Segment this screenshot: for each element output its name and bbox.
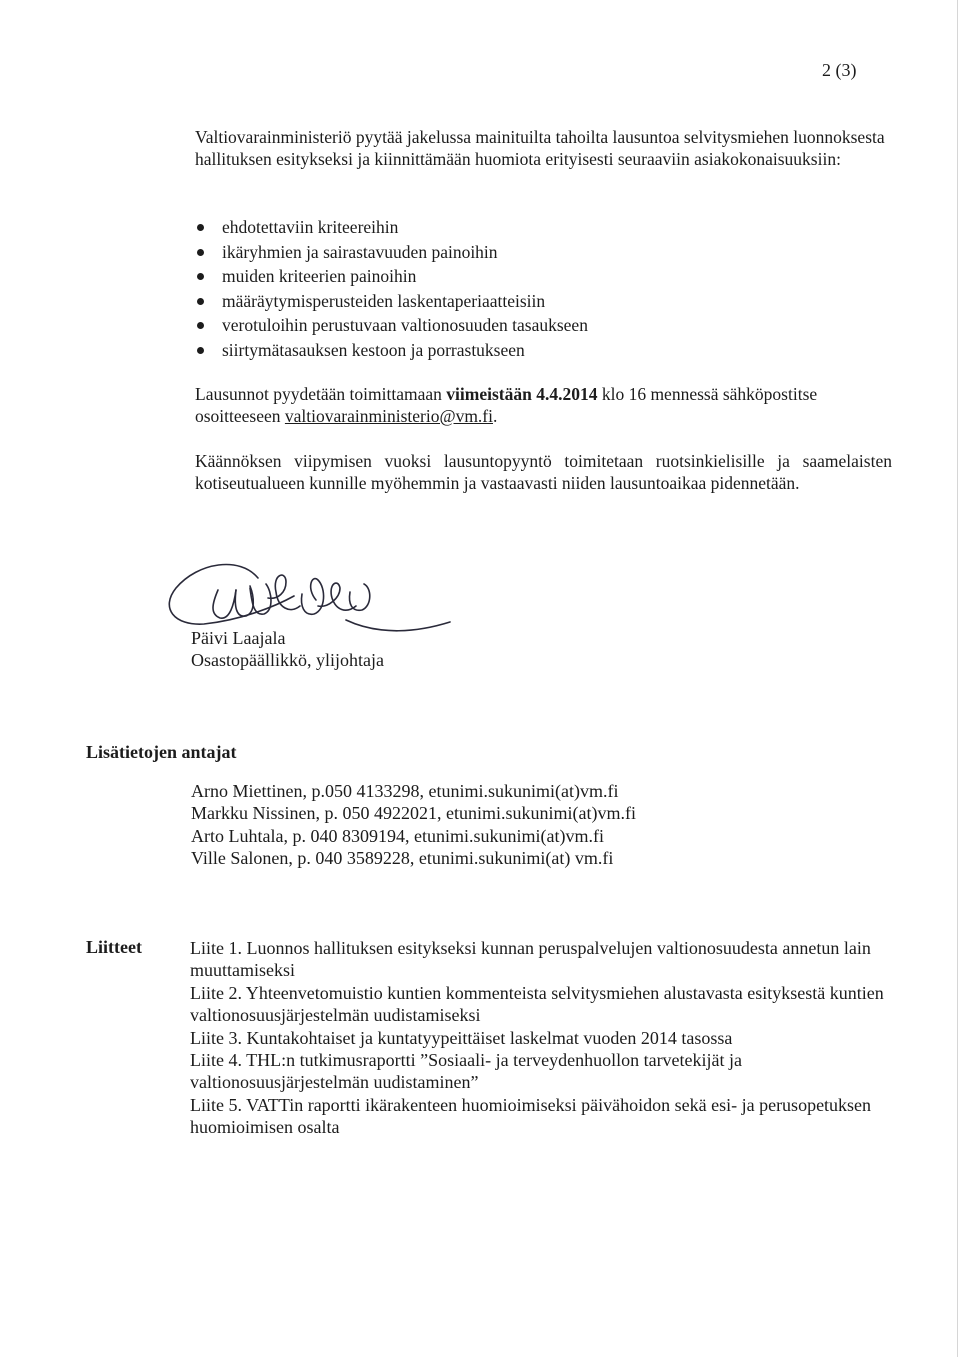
attachment-item: Liite 4. THL:n tutkimusraportti ”Sosiaali- ja terveydenhuollon tarvetekijät ja valtionosuusjärjestelmän uudistaminen”: [190, 1050, 743, 1093]
contact-item: Arno Miettinen, p.050 4133298, etunimi.sukunimi(at)vm.fi: [191, 781, 619, 801]
list-item: siirtymätasauksen kestoon ja porrastukseen: [195, 338, 588, 363]
deadline-paragraph: Lausunnot pyydetään toimittamaan viimeistään 4.4.2014 klo 16 mennessä sähköpostitse osoitteeseen valtiovarainministerio@vm.fi.: [195, 384, 818, 426]
attachment-item: Liite 1. Luonnos hallituksen esitykseksi kunnan peruspalvelujen valtionosuudesta annetun lain muuttamiseksi: [190, 938, 871, 981]
list-item: määräytymisperusteiden laskentaperiaatteisiin: [195, 289, 588, 314]
signer-title: Osastopäällikkö, ylijohtaja: [191, 650, 384, 670]
attachments-heading: Liitteet: [86, 937, 142, 957]
deadline-date: viimeistään 4.4.2014: [446, 384, 598, 404]
intro-paragraph: Valtiovarainministeriö pyytää jakelussa mainituilta tahoilta lausuntoa selvitysmiehen luonnoksesta hallituksen esitykseksi ja kiinnittämään huomiota erityisesti seuraaviin asiakokonaisuuksiin:: [195, 127, 885, 169]
attachment-item: Liite 2. Yhteenvetomuistio kuntien kommenteista selvitysmiehen alustavasta esityksestä kuntien valtionosuusjärjestelmän uudistamiseksi: [190, 982, 884, 1026]
list-item: ikäryhmien ja sairastavuuden painoihin: [195, 240, 588, 265]
list-item: ehdotettaviin kriteereihin: [195, 215, 588, 240]
list-item: verotuloihin perustuvaan valtionosuuden tasaukseen: [195, 313, 588, 338]
bullet-icon: [197, 249, 204, 256]
contact-item: Arto Luhtala, p. 040 8309194, etunimi.sukunimi(at)vm.fi: [191, 825, 604, 846]
contact-item: Ville Salonen, p. 040 3589228, etunimi.sukunimi(at) vm.fi: [191, 848, 614, 869]
attachment-item: Liite 3. Kuntakohtaiset ja kuntatyypeittäiset laskelmat vuoden 2014 tasossa: [190, 1027, 733, 1048]
scan-edge-divider: [957, 0, 958, 1357]
contacts-heading: Lisätietojen antajat: [86, 742, 237, 762]
topic-list: [195, 215, 588, 363]
attachment-item: Liite 5. VATTin raportti ikärakenteen huomioimiseksi päivähoidon sekä esi- ja perusopetuksen huomioimisen osalta: [190, 1094, 872, 1138]
contacts-list: [191, 780, 636, 870]
contact-item: Markku Nissinen, p. 050 4922021, etunimi.sukunimi(at)vm.fi: [191, 803, 636, 824]
bullet-icon: [197, 322, 204, 329]
translation-paragraph: Käännöksen viipymisen vuoksi lausuntopyyntö toimitetaan ruotsinkielisille ja saamelaisten kotiseutualueen kunnille myöhemmin ja vastaavasti niiden lausuntoaikaa pidennetään.: [195, 451, 892, 493]
bullet-icon: [197, 298, 204, 305]
bullet-icon: [197, 347, 204, 354]
email-link[interactable]: valtiovarainministerio@vm.fi: [284, 406, 493, 426]
signer-name: Päivi Laajala: [191, 628, 286, 648]
page-number: 2 (3): [822, 60, 857, 80]
bullet-icon: [197, 273, 204, 280]
attachments-list: [190, 937, 900, 1139]
bullet-icon: [197, 224, 204, 231]
list-item: muiden kriteerien painoihin: [195, 264, 588, 289]
